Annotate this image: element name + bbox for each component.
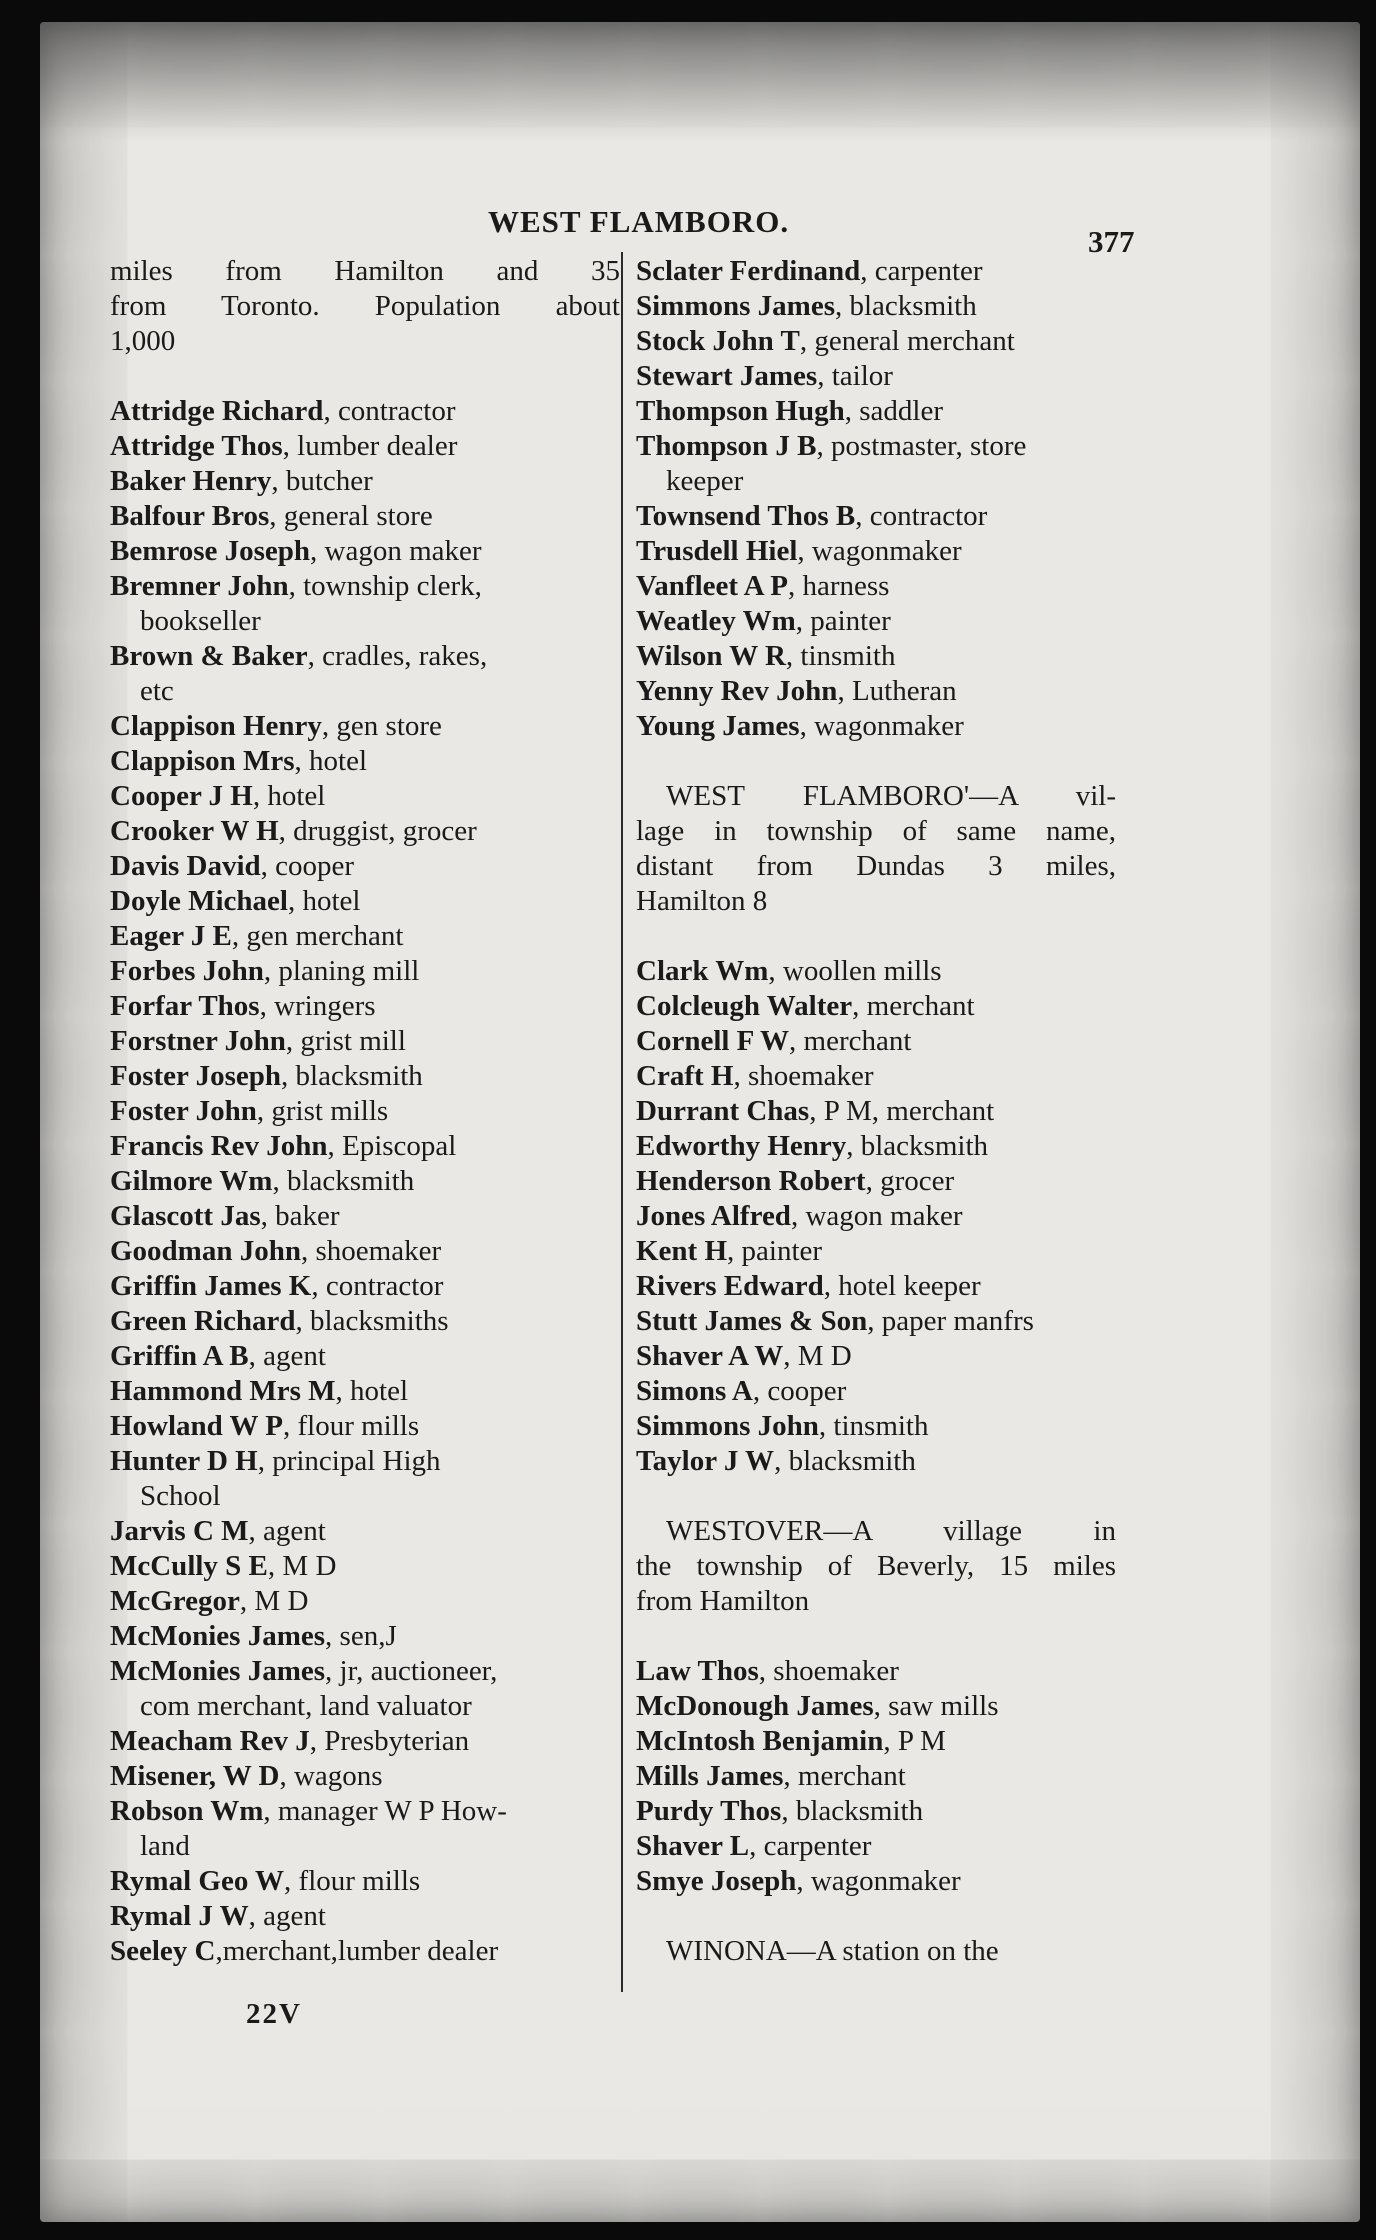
entry-detail: , sen,J [325, 1620, 397, 1652]
directory-entry [110, 1724, 620, 1759]
directory-entry [110, 1304, 620, 1339]
directory-entry [110, 1164, 620, 1199]
directory-entry [636, 1024, 1116, 1059]
entry-detail: , wagons [279, 1760, 383, 1792]
entry-name: Rymal Geo W [110, 1865, 285, 1897]
entry-detail: , agent [248, 1340, 326, 1372]
page-number: 377 [1088, 224, 1135, 259]
spacer [636, 1899, 1116, 1934]
entry-continuation: keeper [666, 465, 744, 497]
entry-name: Meacham Rev J [110, 1725, 310, 1757]
entry-name: Hammond Mrs M [110, 1375, 336, 1407]
entry-detail: , saddler [844, 395, 943, 427]
entry-detail: , Lutheran [837, 675, 957, 707]
entry-continuation: com merchant, land valuator [140, 1690, 472, 1722]
directory-entry [110, 919, 620, 954]
directory-entry [110, 1094, 620, 1129]
entry-detail: , wagonmaker [797, 535, 962, 567]
directory-entry [110, 1794, 620, 1829]
entry-name: Rivers Edward [636, 1270, 824, 1302]
directory-entry [636, 1654, 1116, 1689]
entry-name: Henderson Robert [636, 1165, 866, 1197]
entry-detail: , blacksmith [781, 1795, 924, 1827]
column-divider [621, 252, 623, 1992]
entry-name: Stock John T [636, 325, 800, 357]
directory-entry [636, 534, 1116, 569]
directory-entry [636, 1059, 1116, 1094]
entry-detail: , Presbyterian [309, 1725, 470, 1757]
entry-detail: , wagonmaker [796, 1865, 961, 1897]
directory-entry [110, 709, 620, 744]
spacer [636, 1619, 1116, 1654]
entry-name: Seeley C [110, 1935, 216, 1967]
entry-detail: , planing mill [263, 955, 420, 987]
entry-name: Law Thos [636, 1655, 759, 1687]
entry-detail: , tailor [817, 360, 893, 392]
entry-name: McMonies James [110, 1655, 326, 1687]
directory-entry [110, 499, 620, 534]
directory-entry [636, 1304, 1116, 1339]
spacer [636, 744, 1116, 779]
entry-name: Durrant Chas [636, 1095, 810, 1127]
entry-detail: , wagonmaker [799, 710, 964, 742]
directory-entry [110, 1864, 620, 1899]
directory-entry [110, 464, 620, 499]
entry-name: Brown & Baker [110, 640, 308, 672]
entry-name: Shaver L [636, 1830, 750, 1862]
directory-entry [110, 954, 620, 989]
directory-entry [110, 1269, 620, 1304]
entry-name: McCully S E [110, 1550, 268, 1582]
entry-detail: , tinsmith [785, 640, 896, 672]
entry-detail: , general store [269, 500, 433, 532]
directory-entry [110, 1409, 620, 1444]
entry-name: Cornell F W [636, 1025, 790, 1057]
directory-entry [636, 639, 1116, 674]
entry-name: Misener, W D [110, 1760, 280, 1792]
entry-detail: , baker [260, 1200, 340, 1232]
directory-entry [110, 1444, 620, 1479]
left-column [110, 254, 620, 1969]
entry-continuation: land [140, 1830, 190, 1862]
entry-detail: , gen merchant [231, 920, 404, 952]
entry-detail: , saw mills [873, 1690, 999, 1722]
entry-detail: , postmaster, store [816, 430, 1027, 462]
entry-detail: , merchant [783, 1760, 906, 1792]
entry-continuation: etc [140, 675, 174, 707]
entry-detail: , shoemaker [733, 1060, 874, 1092]
entry-detail: , M D [239, 1585, 309, 1617]
directory-entry [636, 1374, 1116, 1409]
directory-entry [110, 779, 620, 814]
directory-entry [110, 394, 620, 429]
entry-detail: , principal High [257, 1445, 441, 1477]
entry-name: Cooper J H [110, 780, 253, 812]
entry-name: Simons A [636, 1375, 753, 1407]
directory-entry [636, 1689, 1116, 1724]
entry-detail: , harness [787, 570, 890, 602]
section-westover [636, 1514, 1116, 1619]
entry-detail: , contractor [323, 395, 456, 427]
entry-detail: , shoemaker [300, 1235, 442, 1267]
entry-name: Yenny Rev John [636, 675, 838, 707]
directory-entry [636, 429, 1116, 464]
entry-continuation: School [140, 1480, 221, 1512]
entry-continuation: bookseller [140, 605, 261, 637]
directory-entry [110, 744, 620, 779]
entry-detail: , lumber dealer [282, 430, 458, 462]
directory-entry [636, 1269, 1116, 1304]
directory-entry [110, 429, 620, 464]
directory-entry [636, 1339, 1116, 1374]
left-entries-list [110, 394, 620, 1969]
directory-entry [636, 1864, 1116, 1899]
spacer [110, 359, 620, 394]
entry-name: Stutt James & Son [636, 1305, 868, 1337]
intro-line: 1,000 [110, 325, 176, 357]
entry-name: McMonies James [110, 1620, 326, 1652]
directory-entry [110, 849, 620, 884]
directory-entry [110, 1759, 620, 1794]
directory-entry [110, 1129, 620, 1164]
entry-detail: , flour mills [282, 1410, 420, 1442]
entry-detail: , paper manfrs [867, 1305, 1034, 1337]
entry-detail: , blacksmith [281, 1060, 423, 1092]
entry-name: Glascott Jas [110, 1200, 261, 1232]
entry-detail: , jr, auctioneer, [325, 1655, 498, 1687]
entry-name: Edworthy Henry [636, 1130, 847, 1162]
directory-entry [110, 1339, 620, 1374]
directory-entry [636, 394, 1116, 429]
entry-detail: , P M [883, 1725, 946, 1757]
entry-detail: , blacksmith [774, 1445, 916, 1477]
entry-name: Shaver A W [636, 1340, 784, 1372]
section-westover-line: WESTOVER—A village in [666, 1515, 1116, 1547]
directory-entry [110, 1514, 620, 1549]
entry-name: Forfar Thos [110, 990, 260, 1022]
entry-detail: , P M, merchant [809, 1095, 995, 1127]
entry-name: Bremner John [110, 570, 289, 602]
section-winona [636, 1934, 1116, 1969]
entry-name: Davis David [110, 850, 261, 882]
entry-detail: , hotel [287, 885, 361, 917]
intro-line: miles from Hamilton and 35 [110, 255, 620, 287]
directory-entry [636, 1129, 1116, 1164]
directory-entry [636, 1724, 1116, 1759]
directory-entry [110, 814, 620, 849]
entry-name: Griffin A B [110, 1340, 249, 1372]
entry-name: Wilson W R [636, 640, 786, 672]
entry-name: Baker Henry [110, 465, 272, 497]
entry-name: Stewart James [636, 360, 818, 392]
directory-entry [110, 1619, 620, 1654]
directory-entry [636, 569, 1116, 604]
directory-entry [110, 884, 620, 919]
entry-detail: , cooper [260, 850, 355, 882]
entry-name: Young James [636, 710, 800, 742]
directory-entry [636, 1794, 1116, 1829]
right-entries-list-b [636, 954, 1116, 1479]
entry-detail: , hotel [335, 1375, 409, 1407]
directory-entry [636, 1094, 1116, 1129]
entry-name: Attridge Thos [110, 430, 283, 462]
entry-detail: , wringers [259, 990, 376, 1022]
entry-name: Simmons James [636, 290, 835, 322]
entry-detail: , agent [248, 1515, 326, 1547]
directory-entry [636, 254, 1116, 289]
directory-entry [110, 1549, 620, 1584]
section-west-flamboro-line: distant from Dundas 3 miles, [636, 850, 1116, 882]
entry-name: McIntosh Benjamin [636, 1725, 884, 1757]
entry-name: Weatley Wm [636, 605, 796, 637]
entry-detail: , contractor [855, 500, 988, 532]
entry-detail: , general merchant [799, 325, 1015, 357]
entry-detail: , manager W P How- [263, 1795, 507, 1827]
entry-name: Thompson Hugh [636, 395, 845, 427]
directory-entry [110, 569, 620, 604]
directory-entry [636, 709, 1116, 744]
entry-name: Foster Joseph [110, 1060, 282, 1092]
directory-entry [110, 1199, 620, 1234]
directory-entry [110, 1059, 620, 1094]
directory-entry [110, 1584, 620, 1619]
entry-detail: , grist mill [285, 1025, 406, 1057]
entry-detail: , woollen mills [768, 955, 942, 987]
entry-name: Taylor J W [636, 1445, 775, 1477]
section-west-flamboro-line: WEST FLAMBORO'—A vil- [666, 780, 1116, 812]
directory-entry [110, 1374, 620, 1409]
entry-detail: , M D [267, 1550, 337, 1582]
directory-entry [636, 1829, 1116, 1864]
entry-name: Green Richard [110, 1305, 296, 1337]
entry-detail: , township clerk, [288, 570, 482, 602]
right-column [636, 254, 1116, 1969]
directory-entry [110, 1934, 620, 1969]
entry-detail: , druggist, grocer [278, 815, 477, 847]
entry-name: Purdy Thos [636, 1795, 782, 1827]
entry-name: Mills James [636, 1760, 784, 1792]
entry-name: Hunter D H [110, 1445, 258, 1477]
spacer [636, 919, 1116, 954]
entry-detail: , cooper [752, 1375, 847, 1407]
directory-entry [636, 989, 1116, 1024]
entry-detail: , hotel keeper [823, 1270, 981, 1302]
directory-entry [636, 1409, 1116, 1444]
entry-detail: , cradles, rakes, [307, 640, 488, 672]
entry-detail: , agent [248, 1900, 326, 1932]
directory-entry [110, 639, 620, 674]
entry-name: Robson Wm [110, 1795, 264, 1827]
entry-name: Clappison Henry [110, 710, 322, 742]
directory-entry [636, 954, 1116, 989]
directory-entry [110, 989, 620, 1024]
directory-entry [636, 1164, 1116, 1199]
entry-name: Goodman John [110, 1235, 301, 1267]
entry-detail: , contractor [311, 1270, 444, 1302]
entry-detail: , hotel [252, 780, 326, 812]
section-westover-line: from Hamilton [636, 1585, 810, 1617]
entry-name: Forstner John [110, 1025, 286, 1057]
directory-entry [636, 359, 1116, 394]
entry-detail: , hotel [294, 745, 368, 777]
entry-name: Doyle Michael [110, 885, 288, 917]
entry-detail: , blacksmith [846, 1130, 989, 1162]
entry-detail: , butcher [271, 465, 373, 497]
right-entries-list-c [636, 1654, 1116, 1899]
section-west-flamboro [636, 779, 1116, 919]
entry-name: Colcleugh Walter [636, 990, 853, 1022]
entry-detail: , blacksmith [834, 290, 977, 322]
entry-detail: , gen store [321, 710, 442, 742]
entry-name: Griffin James K [110, 1270, 312, 1302]
directory-entry [636, 289, 1116, 324]
entry-detail: , tinsmith [818, 1410, 929, 1442]
entry-detail: , shoemaker [758, 1655, 899, 1687]
entry-detail: , M D [783, 1340, 852, 1372]
directory-entry [110, 1234, 620, 1269]
entry-name: Balfour Bros [110, 500, 270, 532]
entry-name: Jones Alfred [636, 1200, 791, 1232]
directory-entry [636, 1234, 1116, 1269]
directory-entry [110, 1024, 620, 1059]
entry-name: Townsend Thos B [636, 500, 856, 532]
entry-detail: , painter [795, 605, 891, 637]
entry-detail: , wagon maker [790, 1200, 963, 1232]
section-westover-line: the township of Beverly, 15 miles [636, 1550, 1116, 1582]
entry-name: Forbes John [110, 955, 264, 987]
entry-detail: ,merchant,lumber dealer [215, 1935, 499, 1967]
entry-name: Vanfleet A P [636, 570, 788, 602]
entry-detail: , wagon maker [310, 535, 482, 567]
directory-entry [636, 674, 1116, 709]
entry-name: Clark Wm [636, 955, 769, 987]
directory-entry [636, 604, 1116, 639]
entry-detail: , grocer [865, 1165, 955, 1197]
entry-name: Howland W P [110, 1410, 283, 1442]
entry-detail: , Episcopal [327, 1130, 457, 1162]
entry-name: McDonough James [636, 1690, 874, 1722]
directory-entry [110, 1654, 620, 1689]
entry-detail: , carpenter [749, 1830, 872, 1862]
entry-name: Rymal J W [110, 1900, 249, 1932]
entry-name: Sclater Ferdinand [636, 255, 861, 287]
entry-name: Attridge Richard [110, 395, 324, 427]
directory-entry [110, 1899, 620, 1934]
entry-detail: , carpenter [860, 255, 983, 287]
section-west-flamboro-line: lage in township of same name, [636, 815, 1116, 847]
intro-line: from Toronto. Population about [110, 290, 620, 322]
entry-detail: , grist mills [256, 1095, 389, 1127]
entry-detail: , painter [727, 1235, 823, 1267]
entry-name: Eager J E [110, 920, 232, 952]
entry-name: Crooker W H [110, 815, 279, 847]
entry-detail: , blacksmiths [295, 1305, 449, 1337]
directory-entry [636, 1444, 1116, 1479]
entry-name: Foster John [110, 1095, 257, 1127]
entry-name: Craft H [636, 1060, 734, 1092]
entry-name: Jarvis C M [110, 1515, 249, 1547]
entry-detail: , merchant [852, 990, 975, 1022]
directory-entry [636, 1199, 1116, 1234]
entry-name: Kent H [636, 1235, 728, 1267]
directory-entry [636, 499, 1116, 534]
entry-name: Thompson J B [636, 430, 817, 462]
section-winona-line: WINONA—A station on the [666, 1935, 999, 1967]
entry-name: Clappison Mrs [110, 745, 295, 777]
directory-entry [636, 1759, 1116, 1794]
entry-detail: , flour mills [284, 1865, 421, 1897]
signature-mark: 22V [246, 1998, 302, 2030]
directory-entry [636, 324, 1116, 359]
page-title: WEST FLAMBORO. [488, 204, 790, 239]
entry-name: Simmons John [636, 1410, 819, 1442]
town-intro [110, 254, 620, 359]
right-entries-list-a [636, 254, 1116, 744]
entry-name: McGregor [110, 1585, 240, 1617]
entry-name: Francis Rev John [110, 1130, 328, 1162]
entry-name: Trusdell Hiel [636, 535, 798, 567]
entry-name: Bemrose Joseph [110, 535, 311, 567]
entry-name: Smye Joseph [636, 1865, 797, 1897]
directory-entry [110, 534, 620, 569]
entry-name: Gilmore Wm [110, 1165, 273, 1197]
entry-detail: , blacksmith [272, 1165, 415, 1197]
entry-detail: , merchant [789, 1025, 912, 1057]
spacer [636, 1479, 1116, 1514]
section-west-flamboro-line: Hamilton 8 [636, 885, 768, 917]
